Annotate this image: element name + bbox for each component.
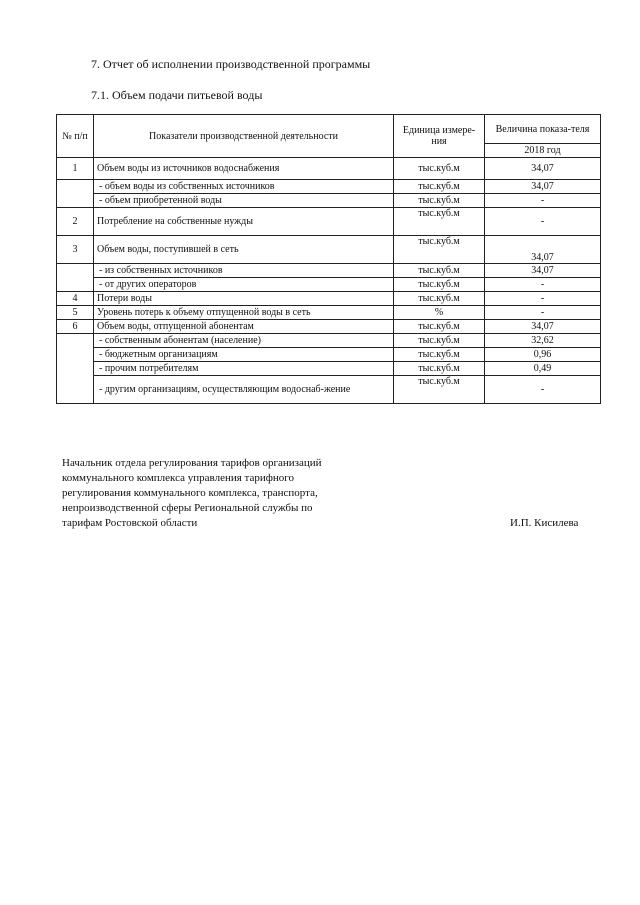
row-value: 0,49: [485, 362, 601, 376]
table-row: [57, 264, 601, 278]
row-value: 34,07: [485, 264, 601, 278]
row-unit: тыс.куб.м: [394, 264, 485, 278]
table-row: [57, 194, 601, 208]
subsection-title: 7.1. Объем подачи питьевой воды: [91, 88, 263, 102]
signature-line: непроизводственной сферы Региональной службы по: [62, 502, 313, 514]
table-row: [57, 376, 601, 404]
row-value: 34,07: [485, 180, 601, 194]
table-row: [57, 306, 601, 320]
table-row: [57, 278, 601, 292]
row-num: [57, 334, 94, 404]
row-value: -: [485, 278, 601, 292]
row-unit: тыс.куб.м: [394, 236, 485, 264]
row-value: 32,62: [485, 334, 601, 348]
table-row: [57, 348, 601, 362]
row-unit: тыс.куб.м: [394, 362, 485, 376]
row-name: Объем воды, поступившей в сеть: [94, 236, 394, 264]
row-value: -: [485, 208, 601, 236]
row-unit: %: [394, 306, 485, 320]
row-unit: тыс.куб.м: [394, 158, 485, 180]
signature-line: коммунального комплекса управления тарифного: [62, 472, 294, 484]
row-name: - другим организациям, осуществляющим водоснаб-жение: [94, 376, 394, 404]
row-unit: тыс.куб.м: [394, 208, 485, 236]
row-value: -: [485, 306, 601, 320]
row-num: 2: [57, 208, 94, 236]
table-row: [57, 236, 601, 264]
signature-line: Начальник отдела регулирования тарифов организаций: [62, 457, 322, 469]
header-unit: Единица измере-ния: [394, 115, 485, 158]
row-name: - объем приобретенной воды: [94, 194, 394, 208]
header-indicator: Показатели производственной деятельности: [94, 115, 394, 158]
row-unit: тыс.куб.м: [394, 292, 485, 306]
row-unit: тыс.куб.м: [394, 194, 485, 208]
row-value: 34,07: [485, 158, 601, 180]
row-unit: тыс.куб.м: [394, 180, 485, 194]
row-value: 0,96: [485, 348, 601, 362]
row-value: -: [485, 376, 601, 404]
signature-block: [62, 456, 392, 531]
table-row: [57, 158, 601, 180]
table-row: [57, 362, 601, 376]
row-name: - бюджетным организациям: [94, 348, 394, 362]
water-supply-table: [56, 114, 601, 404]
table-row: [57, 208, 601, 236]
signatory-name: И.П. Кисилева: [510, 517, 579, 529]
row-num: 3: [57, 236, 94, 264]
table-row: [57, 334, 601, 348]
row-name: - собственным абонентам (население): [94, 334, 394, 348]
row-value: 34,07: [485, 236, 601, 264]
header-year: 2018 год: [485, 144, 601, 158]
row-name: - от других операторов: [94, 278, 394, 292]
row-name: - объем воды из собственных источников: [94, 180, 394, 194]
row-name: Объем воды из источников водоснабжения: [94, 158, 394, 180]
row-num: [57, 264, 94, 292]
row-name: - прочим потребителям: [94, 362, 394, 376]
row-num: 5: [57, 306, 94, 320]
row-unit: тыс.куб.м: [394, 348, 485, 362]
row-value: 34,07: [485, 320, 601, 334]
row-name: Объем воды, отпущенной абонентам: [94, 320, 394, 334]
section-title: 7. Отчет об исполнении производственной программы: [91, 57, 371, 71]
row-name: Уровень потерь к объему отпущенной воды в сеть: [94, 306, 394, 320]
row-name: - из собственных источников: [94, 264, 394, 278]
header-value: Величина показа-теля: [485, 115, 601, 144]
row-unit: тыс.куб.м: [394, 376, 485, 404]
row-num: 6: [57, 320, 94, 334]
row-unit: тыс.куб.м: [394, 278, 485, 292]
row-num: [57, 180, 94, 208]
row-name: Потери воды: [94, 292, 394, 306]
row-num: 1: [57, 158, 94, 180]
row-value: -: [485, 194, 601, 208]
table-row: [57, 180, 601, 194]
table-row: [57, 320, 601, 334]
row-name: Потребление на собственные нужды: [94, 208, 394, 236]
header-num: № п/п: [57, 115, 94, 158]
row-unit: тыс.куб.м: [394, 320, 485, 334]
row-value: -: [485, 292, 601, 306]
signature-line: регулирования коммунального комплекса, транспорта,: [62, 487, 318, 499]
table-row: [57, 292, 601, 306]
row-num: 4: [57, 292, 94, 306]
signature-line: тарифам Ростовской области: [62, 517, 198, 529]
row-unit: тыс.куб.м: [394, 334, 485, 348]
